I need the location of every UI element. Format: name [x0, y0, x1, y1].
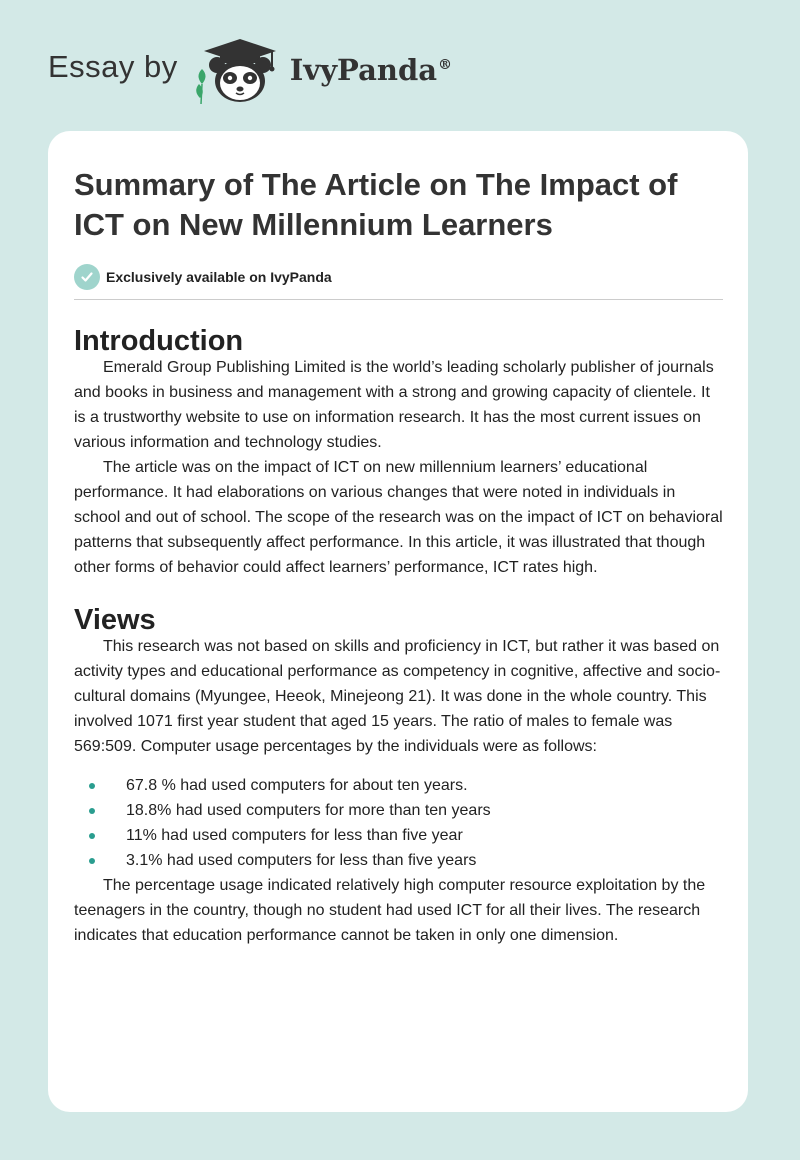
list-item	[74, 798, 723, 823]
exclusive-badge	[74, 264, 723, 290]
bullet-icon	[89, 858, 95, 864]
paragraph: Emerald Group Publishing Limited is the world’s leading scholarly publisher of journals and books in business and management with a strong and growing capacity of clientele. It is a trustworthy website to use on information research. It has the most current issues on various information and technology studies.	[74, 359, 714, 451]
list-item-text: 11% had used computers for less than five year	[126, 827, 463, 844]
essay-card	[48, 131, 748, 1112]
list-item-text: 18.8% had used computers for more than ten years	[126, 802, 491, 819]
essay-title: Summary of The Article on The Impact of ICT on New Millennium Learners	[74, 167, 678, 242]
bullet-icon	[89, 808, 95, 814]
list-item	[74, 823, 723, 848]
list-item-text: 3.1% had used computers for less than five years	[126, 852, 477, 869]
computer-usage-list	[74, 773, 723, 873]
paragraph: The article was on the impact of ICT on new millennium learners’ educational performance. It had elaborations on various changes that were noted in individuals in school and out of school. The scope of the research was on the impact of ICT on behavioral patterns that subsequently affect performance. In this article, it was illustrated that though other forms of behavior could affect learners’ performance, ICT rates high.	[74, 459, 723, 576]
checkmark-icon	[74, 264, 100, 290]
section-heading-introduction: Introduction	[74, 325, 244, 357]
brand-prefix: Essay by	[48, 49, 178, 84]
list-item-text: 67.8 % had used computers for about ten years.	[126, 777, 468, 794]
bullet-icon	[89, 833, 95, 839]
registered-mark: ®	[438, 57, 453, 74]
brand-header	[48, 34, 452, 106]
panda-graduation-cap-icon	[192, 34, 288, 106]
list-item	[74, 773, 723, 798]
paragraph: The percentage usage indicated relatively high computer resource exploitation by the teenagers in the country, though no student had used ICT for all their lives. The research indicates that education performance cannot be taken in only one dimension.	[74, 877, 706, 944]
brand-name: IvyPanda®	[289, 53, 453, 87]
bullet-icon	[89, 783, 95, 789]
essay-content	[74, 165, 723, 948]
badge-text: Exclusively available on IvyPanda	[106, 269, 332, 285]
section-heading-views: Views	[74, 604, 156, 636]
list-item	[74, 848, 723, 873]
divider	[74, 299, 723, 300]
paragraph: This research was not based on skills and proficiency in ICT, but rather it was based on activity types and educational performance as competency in cognitive, affective and socio-cultural domains (Myungee, Heeok, Minejeong 21). It was done in the whole country. This involved 1071 first year student that aged 15 years. The ratio of males to female was 569:509. Computer usage percentages by the individuals were as follows:	[74, 638, 721, 755]
